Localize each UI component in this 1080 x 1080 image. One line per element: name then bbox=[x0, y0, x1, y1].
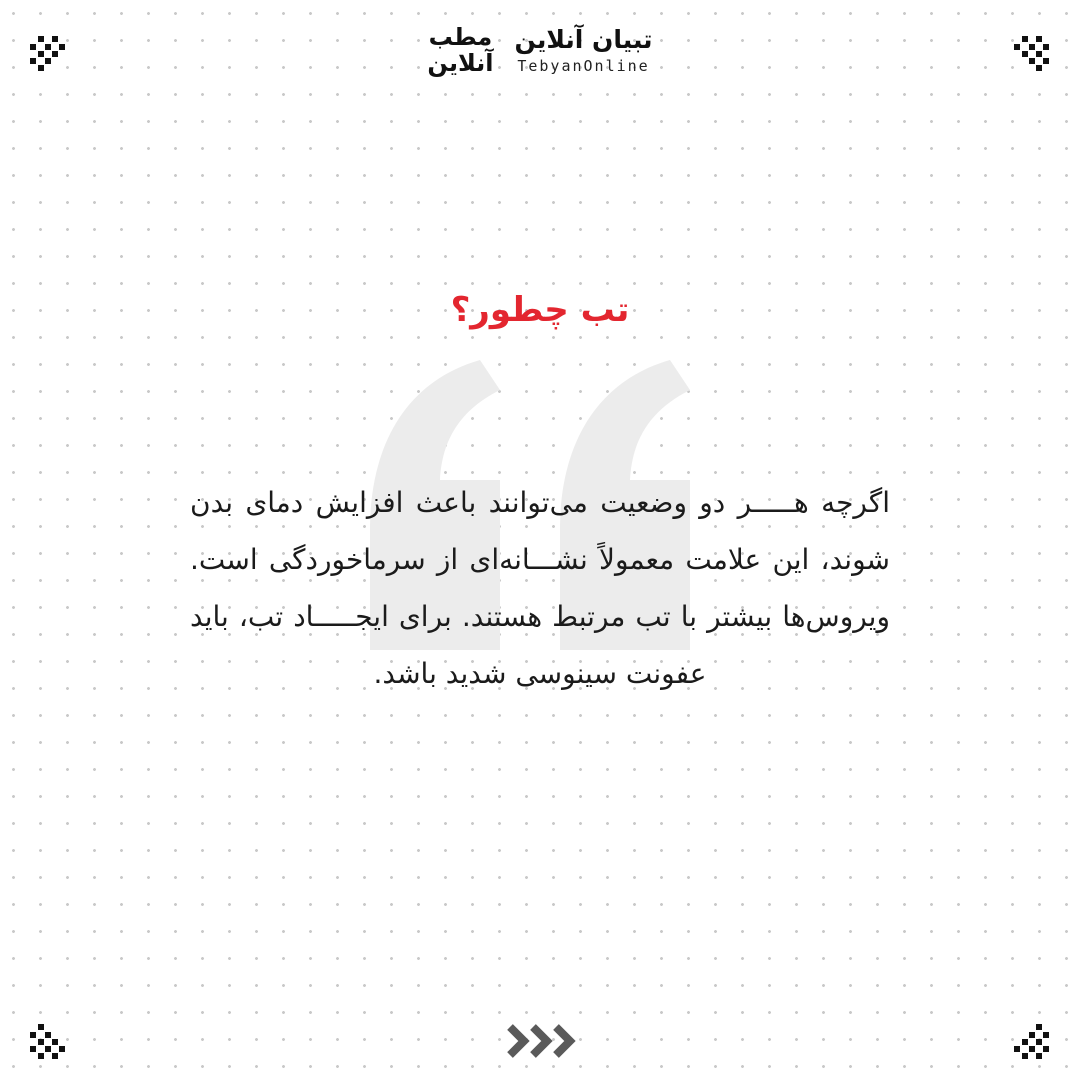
page-title: تب چطور؟ bbox=[450, 290, 630, 330]
header-logos bbox=[0, 24, 1080, 76]
body-paragraph: اگرچه هـــــر دو وضعیت می‌توانند باعث افزایش دمای بدن شوند، این علامت معمولاً نشـــانه‌ای از سرماخوردگی است. ویروس‌ها بیشتر با تب مرتبط هستند. برای ایجـــــاد تب، باید عفونت سینوسی شدید باشد. bbox=[190, 486, 890, 690]
matab-online-logo bbox=[427, 24, 493, 76]
matab-logo-line1: مطب bbox=[428, 23, 493, 51]
corner-pixel-icon-bottom-right bbox=[1014, 1024, 1050, 1060]
next-arrows-icon[interactable] bbox=[504, 1022, 580, 1060]
corner-pixel-icon-bottom-left bbox=[30, 1024, 66, 1060]
tebyan-logo-en: TebyanOnline bbox=[517, 57, 650, 75]
matab-logo-line2: آنلاین bbox=[427, 49, 494, 77]
tebyan-online-logo bbox=[515, 25, 653, 75]
logo-divider bbox=[510, 26, 511, 74]
tebyan-logo-fa: تبیان آنلاین bbox=[514, 25, 653, 54]
